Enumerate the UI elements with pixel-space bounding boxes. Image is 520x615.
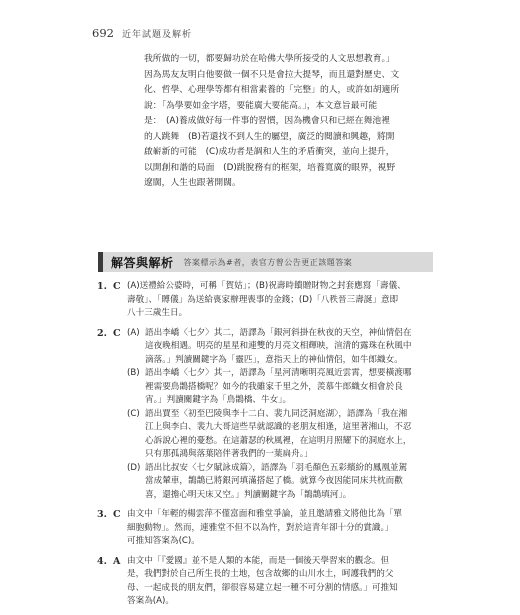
passage-line: 是： (A)養成做好每一件事的習慣，因為機會只和已經在舞池裡 <box>144 116 390 126</box>
explanation-line: 壽敬」、「賻儀」為送給喪家辦理喪事的金錢；(D)「八秩晉三壽誕」意即 <box>127 294 399 305</box>
option-explanation <box>127 367 427 408</box>
passage-line: 的人跳舞 (B)若還找不到人生的屬望，廣泛的閱讀和興趣，將開 <box>144 131 395 142</box>
passage-line: 啟嶄新的可能 (C)成功者是調和人生的矛盾衝突，並向上提升， <box>144 147 395 157</box>
option-key: (D) <box>127 462 141 473</box>
explanation-line: 母、一起成長的朋友們，卻很容易建立起一種不可分割的情感。」可推知 <box>127 582 398 593</box>
section-title: 解答與解析 <box>111 255 174 270</box>
explanation-line: 由文中「年輕的楊雲萍不僅富面和雅堂爭論，並且邀請雅文將他比為「單 <box>127 509 403 519</box>
explanation-line: 語出李嶠〈七夕〉其一，語譯為「星河清晰明亮風近雲霄，想要橫渡哪 <box>145 368 412 378</box>
answer-explanation <box>127 280 427 321</box>
answer-item <box>97 508 427 549</box>
explanation-line: 語出比叔安〈七夕賦詠成篇〉，語譯為「羽毛顏色五彩繽紛的鳳凰並駕 <box>145 462 408 473</box>
passage-line: 以開創和諧的局面 (D)跳脫務有的框架，培養寬廣的眼界，視野 <box>144 162 396 173</box>
explanation-line: 喜，還擔心明天床又空。」判讀關鍵字為「鵲鵲填河」。 <box>145 489 352 500</box>
section-note: 答案標示為#者，表官方曾公告更正該題答案 <box>183 257 353 267</box>
answer-number: 1. <box>97 281 107 292</box>
page-number: 692 <box>92 26 114 40</box>
explanation-line: 答案為(A)。 <box>127 596 174 606</box>
explanation-line: 只有那孤鴻與落葉陪伴著我們的一葉扁舟。」 <box>145 449 313 459</box>
answer-explanation <box>127 555 427 609</box>
passage-line: 因為馬友友明白他要做一個不只是會拉大提琴，而且還對歷史、文 <box>144 69 400 80</box>
answer-list <box>97 280 427 615</box>
explanation-line: 江上與李白、裴九大哥這些早就認識的老朋友相逢，這里著湘山，不忍 <box>145 422 412 432</box>
option-key: (A) <box>127 327 140 338</box>
explanation-line: 語出賈至〈初至巴陵與李十二白、裴九同泛洞庭湖〉，語譯為「我在湘 <box>145 408 408 419</box>
answer-number: 2. <box>97 327 107 339</box>
explanation-line: 宵。」判讀關鍵字為「鳥鵲橋、牛女」。 <box>145 395 292 405</box>
explanation-line: 細胞動物」。然而，連雅堂不但不以為忤，對於這青年卻十分的賞識。」 <box>127 522 394 533</box>
answers-section-header <box>98 252 433 272</box>
explanation-line: 滴落。」判讀關鍵字為「靈匹」，意指天上的神仙情侶，如牛郎織女。 <box>145 354 403 365</box>
running-title: 近年試題及解析 <box>121 30 192 40</box>
option-key: (B) <box>127 368 140 378</box>
answer-letter: C <box>113 281 121 292</box>
answer-number: 4. <box>97 555 107 567</box>
answer-item <box>97 555 427 609</box>
answer-item <box>97 327 427 503</box>
answer-number: 3. <box>97 509 107 520</box>
passage-line: 說：「為學要如金字塔，要能廣大要能高。」，本文意旨最可能 <box>144 100 378 111</box>
explanation-line: 語出李嶠〈七夕〉其二，語譯為「銀河斜掛在秋夜的天空，神仙情侶在 <box>145 327 412 338</box>
explanation-line: 這夜晚相遇。明亮的星星和連雙的月亮文相輝映，渲清的露珠在秋風中 <box>145 341 412 351</box>
explanation-line: 裡需要鳥鵲搭橋呢？如今的我雖家千里之外，羨慕牛郎織女相會於良 <box>145 381 403 392</box>
explanation-line: (A)送禮給公婆時，可稱「賀姑」；(B)祝壽時饋贈財物之封套應寫「壽儀、 <box>127 281 406 291</box>
explanation-line: 是，我們對於自己所生長的土地，包含故鄉的山川水土，呵護我們的父 <box>127 569 394 579</box>
passage-line: 遼闊，人生也跟著開闊。 <box>144 178 241 188</box>
passage-text <box>134 52 434 192</box>
explanation-line: 八十三歲生日。 <box>127 308 188 318</box>
answer-letter: C <box>113 327 121 339</box>
answer-explanation <box>127 508 427 549</box>
option-explanation <box>127 408 427 462</box>
page-header <box>92 26 192 42</box>
explanation-line: 由文中「『愛國』並不是人類的本能，而是一個後天學習來的觀念。但 <box>127 555 390 566</box>
option-explanation <box>127 462 427 503</box>
answer-item <box>97 280 427 321</box>
explanation-line: 可推知答案為(C)。 <box>127 536 200 546</box>
explanation-line: 心訴說心裡的憂愁。在這蕭瑟的秋風裡，在這明月照耀下的洞庭水上， <box>145 435 412 446</box>
answer-letter: C <box>113 509 121 520</box>
answer-explanation <box>127 327 427 503</box>
option-explanation <box>127 327 427 368</box>
passage-line: 化、哲學、心理學等都有相當素養的「完整」的人，或許如胡適所 <box>144 85 400 95</box>
explanation-line: 當成輦車，鵲鵲已將銀河填滿搭起了橋。就算今夜因能同床共枕而歡 <box>145 476 403 486</box>
passage-line: 我所做的一切，都要歸功於在哈佛大學所接受的人文思想教育。」 <box>144 54 395 64</box>
answer-letter: A <box>113 555 121 567</box>
option-key: (C) <box>127 408 140 419</box>
